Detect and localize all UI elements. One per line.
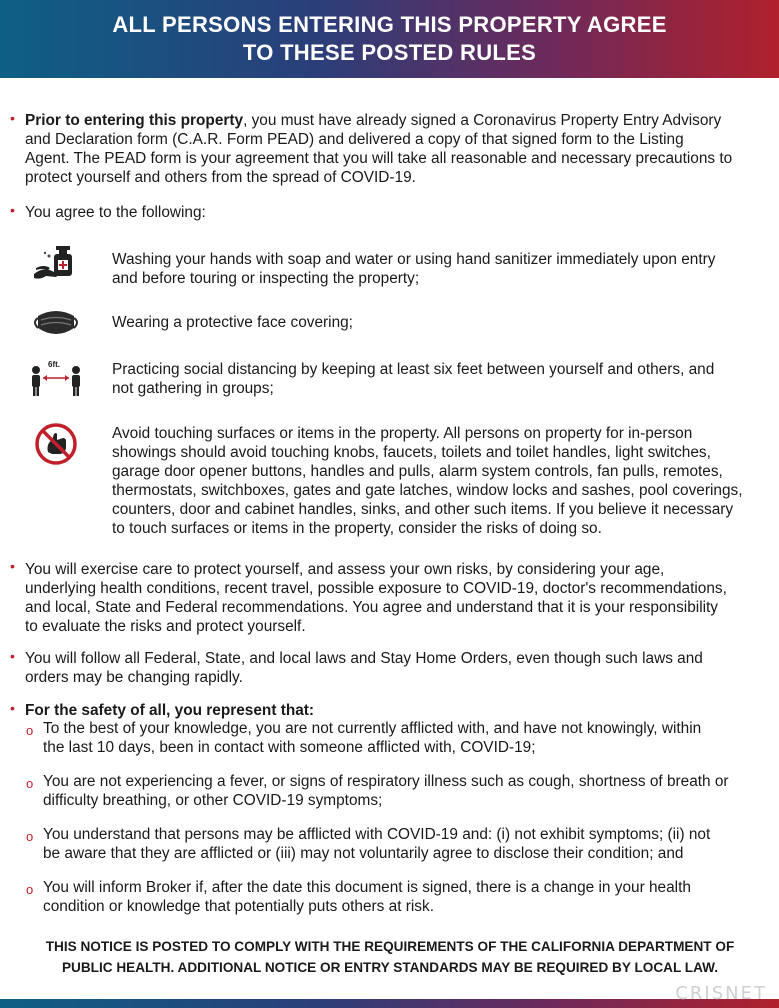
sub-marker: o bbox=[26, 776, 34, 791]
safety-line: difficulty breathing, or other COVID-19 symptoms; bbox=[43, 792, 383, 809]
footer-bar bbox=[0, 999, 779, 1008]
safety-item bbox=[43, 878, 768, 916]
care-line: to evaluate the risks and protect yourself. bbox=[25, 618, 306, 635]
intro-line: Agent. The PEAD form is your agreement that you will take all reasonable and necessary precautions to bbox=[25, 150, 733, 167]
laws-line: You will follow all Federal, State, and local laws and Stay Home Orders, even though such laws and bbox=[25, 650, 703, 667]
intro-line: and Declaration form (C.A.R. Form PEAD) and delivered a copy of that signed form to the Listing bbox=[25, 131, 684, 148]
intro-line: protect yourself and others from the spread of COVID-19. bbox=[25, 169, 416, 186]
bullet-laws: • bbox=[10, 648, 15, 664]
sub-marker: o bbox=[26, 829, 34, 844]
safety-line: You are not experiencing a fever, or signs of respiratory illness such as cough, shortness of breath or bbox=[43, 773, 729, 790]
bullet-intro: • bbox=[10, 110, 15, 126]
care-line: You will exercise care to protect yourself, and assess your own risks, by considering your age, bbox=[25, 561, 665, 578]
safety-line: condition or knowledge that potentially puts others at risk. bbox=[43, 898, 434, 915]
rule-line: and before touring or inspecting the property; bbox=[112, 270, 420, 287]
rule-line: Avoid touching surfaces or items in the property. All persons on property for in-person bbox=[112, 425, 693, 442]
distance-label: 6ft. bbox=[48, 360, 60, 369]
notice-line: PUBLIC HEALTH. ADDITIONAL NOTICE OR ENTRY STANDARDS MAY BE REQUIRED BY LOCAL LAW. bbox=[61, 960, 719, 975]
hand-sanitizer-icon bbox=[32, 244, 80, 284]
safety-item bbox=[43, 825, 768, 863]
laws-line: orders may be changing rapidly. bbox=[25, 669, 243, 686]
safety-line: be aware that they are afflicted or (iii) may not voluntarily agree to disclose their condition; and bbox=[43, 845, 684, 862]
rule-line: Washing your hands with soap and water or using hand sanitizer immediately upon entry bbox=[112, 251, 716, 268]
rule-line: Practicing social distancing by keeping at least six feet between yourself and others, and bbox=[112, 361, 715, 378]
intro-line: , you must have already signed a Coronavirus Property Entry Advisory bbox=[243, 112, 722, 129]
intro-bold: Prior to entering this property bbox=[25, 112, 244, 129]
rule-mask-text bbox=[112, 313, 752, 332]
bullet-safety: • bbox=[10, 700, 15, 716]
sub-marker: o bbox=[26, 723, 34, 738]
care-line: and local, State and Federal recommendations. You agree and understand that it is your responsibility bbox=[25, 599, 719, 616]
safety-line: You understand that persons may be afflicted with COVID-19 and: (i) not exhibit symptoms; (ii) not bbox=[43, 826, 711, 843]
safety-item bbox=[43, 772, 768, 810]
care-line: underlying health conditions, recent travel, possible exposure to COVID-19, doctor's recommendations, bbox=[25, 580, 727, 597]
face-mask-icon bbox=[32, 308, 80, 340]
rule-distance-text bbox=[112, 360, 752, 398]
rule-line: showings should avoid touching knobs, faucets, toilets and toilet handles, light switches, bbox=[112, 444, 711, 461]
rule-line: thermostats, switchboxes, gates and gate latches, window locks and sashes, pool coverings, bbox=[112, 482, 743, 499]
title-line-1: ALL PERSONS ENTERING THIS PROPERTY AGREE bbox=[112, 12, 667, 37]
sub-marker: o bbox=[26, 882, 34, 897]
rule-line: counters, door and cabinet handles, sinks, and other such items. If you believe it necessary bbox=[112, 501, 734, 518]
safety-line: the last 10 days, been in contact with someone afflicted with, COVID-19; bbox=[43, 739, 536, 756]
notice-line: THIS NOTICE IS POSTED TO COMPLY WITH THE REQUIREMENTS OF THE CALIFORNIA DEPARTMENT OF bbox=[45, 939, 735, 954]
bullet-care: • bbox=[10, 558, 15, 574]
compliance-notice bbox=[20, 936, 760, 978]
rule-line: garage door opener buttons, handles and pulls, alarm system controls, fan pulls, remotes, bbox=[112, 463, 723, 480]
watermark: CRISNET bbox=[675, 983, 767, 1004]
laws-paragraph bbox=[25, 649, 770, 687]
no-touch-icon bbox=[34, 422, 78, 466]
title-line-2: TO THESE POSTED RULES bbox=[242, 40, 537, 65]
rule-line: Wearing a protective face covering; bbox=[112, 314, 353, 331]
intro-paragraph bbox=[25, 111, 765, 187]
social-distance-icon bbox=[28, 358, 84, 398]
safety-heading: For the safety of all, you represent that: bbox=[25, 702, 315, 719]
agree-text: You agree to the following: bbox=[25, 204, 206, 221]
rule-line: to touch surfaces or items in the property, consider the risks of doing so. bbox=[112, 520, 602, 537]
rule-wash-text bbox=[112, 250, 752, 288]
rule-line: not gathering in groups; bbox=[112, 380, 274, 397]
safety-line: To the best of your knowledge, you are not currently afflicted with, and have not knowingly, within bbox=[43, 720, 702, 737]
safety-line: You will inform Broker if, after the date this document is signed, there is a change in your health bbox=[43, 879, 691, 896]
bullet-agree: • bbox=[10, 202, 15, 218]
title-banner bbox=[0, 0, 779, 78]
care-paragraph bbox=[25, 560, 770, 636]
rule-touch-text bbox=[112, 424, 762, 538]
safety-item bbox=[43, 719, 768, 757]
